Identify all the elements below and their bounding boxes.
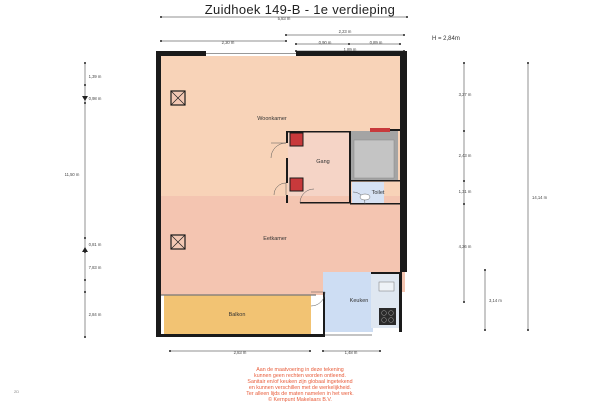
- room-label-gang: Gang: [316, 159, 330, 165]
- room-label-woonkamer: Woonkamer: [257, 116, 287, 122]
- dim-left-e: 2,84 m: [88, 312, 102, 317]
- disclaimer-line: Aan de maatvoering in deze tekening: [256, 367, 344, 373]
- dim-top-mid: 2,23 m: [338, 29, 352, 34]
- toilet-bowl: [360, 194, 370, 200]
- disclaimer-line: en kunnen verschillen met de werkelijkheid.: [248, 385, 352, 391]
- shaft-right: [370, 128, 390, 132]
- dim-top-sub2: 0,89 m: [369, 40, 383, 45]
- ceiling-height-label: H = 2,84m: [432, 36, 460, 42]
- dim-right-a: 3,27 m: [458, 92, 472, 97]
- disclaimer-note: [150, 367, 450, 391]
- dim-left-a: 1,39 m: [88, 74, 102, 79]
- dim-left-c: 0,81 m: [88, 242, 102, 247]
- bathroom-shower: [354, 140, 394, 178]
- kitchen-sink: [379, 282, 394, 291]
- dim-right-e: 3,14 m: [489, 298, 502, 303]
- dim-left-b: 0,98 m: [88, 96, 102, 101]
- dim-left-overall: 11,50 m: [64, 172, 80, 177]
- dim-top-left: 2,30 m: [221, 40, 235, 45]
- dim-bottom-right: 1,48 m: [344, 350, 358, 355]
- plan-title: Zuidhoek 149-B - 1e verdieping: [204, 2, 396, 17]
- chimney-left-lower: [171, 235, 185, 249]
- room-label-toilet: Toilet: [371, 190, 385, 196]
- credit-line: © Kernpunt Makelaars B.V.: [268, 397, 332, 403]
- room-label-keuken: Keuken: [349, 298, 369, 304]
- disclaimer-line: kunnen geen rechten worden ontleend.: [254, 373, 346, 379]
- dim-top-sub1: 0,90 m: [318, 40, 332, 45]
- shaft-upper: [290, 133, 303, 146]
- credit-note: [150, 391, 450, 403]
- stove: [379, 308, 396, 325]
- dim-right-overall: 14,14 m: [532, 195, 548, 200]
- room-label-balkon: Balkon: [228, 312, 246, 318]
- disclaimer-line: Sanitair en/of keuken zijn globaal ingetekend: [247, 379, 353, 385]
- dim-right-c: 1,31 m: [458, 189, 472, 194]
- dim-top-sub3: 1,89 m: [343, 47, 357, 52]
- dim-bottom-left: 2,83 m: [233, 350, 247, 355]
- dim-right-d: 4,26 m: [458, 244, 472, 249]
- dim-left-d: 7,83 m: [88, 265, 102, 270]
- dim-top-overall: 5,83 m: [277, 16, 291, 21]
- room-label-eetkamer: Eetkamer: [263, 236, 287, 242]
- credit-line: Ter alleen lijds de maten namelen in het werk.: [246, 391, 354, 397]
- corner-mark: 2D: [14, 389, 20, 394]
- chimney-left-upper: [171, 91, 185, 105]
- shaft-lower: [290, 178, 303, 191]
- dim-right-b: 2,43 m: [458, 153, 472, 158]
